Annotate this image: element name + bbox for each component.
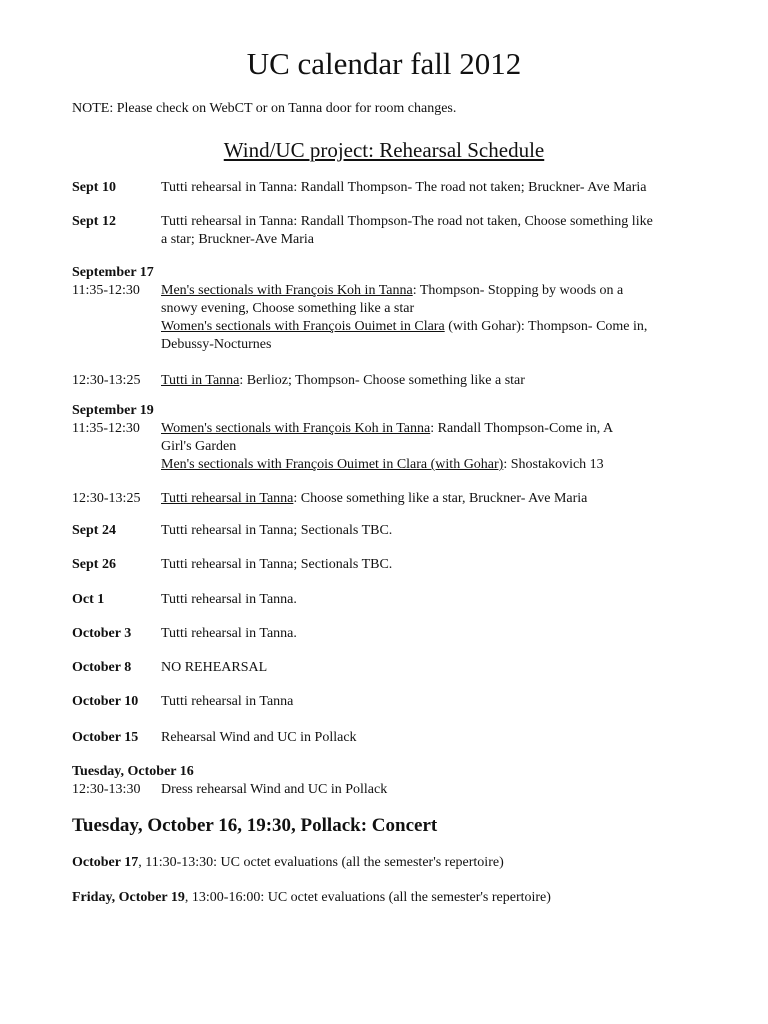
session-row xyxy=(72,282,712,354)
session-details xyxy=(161,282,712,354)
session-time: 11:35-12:30 xyxy=(72,283,140,298)
mens-sectionals-link: Men's sectionals with François Ouimet in Clara (with Gohar) xyxy=(161,457,504,472)
entry-date: Sept 10 xyxy=(72,180,116,195)
tutti-repertoire: : Choose something like a star, Bruckner- Ave Maria xyxy=(293,491,588,506)
concert-heading: Tuesday, October 16, 19:30, Pollack: Concert xyxy=(72,815,438,836)
evaluation-text: , 11:30-13:30: UC octet evaluations (all the semester's repertoire) xyxy=(138,855,504,870)
session-details xyxy=(161,490,712,508)
schedule-entry-sept-10 xyxy=(72,179,712,197)
schedule-entry-oct-8 xyxy=(72,659,712,677)
session-row xyxy=(72,490,712,508)
entry-text: Tutti rehearsal in Tanna: Randall Thompson-The road not taken, Choose something like a star; Bruckner-Ave Maria xyxy=(161,214,653,247)
entry-date: Sept 12 xyxy=(72,214,116,229)
schedule-entry-sept-12 xyxy=(72,213,712,249)
entry-heading: September 19 xyxy=(72,403,154,418)
schedule-entry-oct-16 xyxy=(72,763,712,799)
entry-date: Sept 24 xyxy=(72,523,116,538)
womens-sectionals-repertoire: : Randall Thompson-Come in, A Girl's Garden xyxy=(161,421,614,454)
mens-sectionals-link: Men's sectionals with François Koh in Tanna xyxy=(161,283,413,298)
schedule-entry-oct-1 xyxy=(72,591,712,609)
entry-date: October 3 xyxy=(72,626,132,641)
session-row xyxy=(72,781,712,799)
entry-text: Tutti rehearsal in Tanna; Sectionals TBC. xyxy=(161,523,393,538)
evaluation-entry xyxy=(72,854,504,872)
entry-text: NO REHEARSAL xyxy=(161,660,268,675)
schedule-entry-sept-26 xyxy=(72,556,712,574)
womens-sectionals-link: Women's sectionals with François Ouimet in Clara xyxy=(161,319,445,334)
session-time: 12:30-13:25 xyxy=(72,373,141,388)
tutti-link: Tutti rehearsal in Tanna xyxy=(161,491,294,506)
womens-sectionals-link: Women's sectionals with François Koh in Tanna xyxy=(161,421,431,436)
entry-heading: September 17 xyxy=(72,265,154,280)
entry-heading: Tuesday, October 16 xyxy=(72,764,194,779)
room-change-note: NOTE: Please check on WebCT or on Tanna door for room changes. xyxy=(72,101,457,116)
schedule-entry-sept-24 xyxy=(72,522,712,540)
womens-sectionals-repertoire: (with Gohar): Thompson- Come in, Debussy-Nocturnes xyxy=(161,319,648,352)
entry-text: Tutti rehearsal in Tanna. xyxy=(161,626,297,641)
session-row xyxy=(72,420,712,474)
session-time: 11:35-12:30 xyxy=(72,421,140,436)
entry-date: Sept 26 xyxy=(72,557,116,572)
entry-date: Oct 1 xyxy=(72,592,105,607)
entry-date: October 8 xyxy=(72,660,132,675)
entry-text: Rehearsal Wind and UC in Pollack xyxy=(161,730,357,745)
entry-text: Tutti rehearsal in Tanna xyxy=(161,694,294,709)
session-details xyxy=(161,372,712,390)
entry-text: Tutti rehearsal in Tanna; Sectionals TBC. xyxy=(161,557,393,572)
mens-sectionals-repertoire: : Thompson- Stopping by woods on a snowy evening, Choose something like a star xyxy=(161,283,624,316)
session-details: Dress rehearsal Wind and UC in Pollack xyxy=(161,782,388,797)
schedule-entry-oct-3 xyxy=(72,625,712,643)
session-time: 12:30-13:30 xyxy=(72,782,141,797)
evaluation-date: October 17 xyxy=(72,855,139,870)
evaluation-entry xyxy=(72,889,551,907)
schedule-entry-sept-19 xyxy=(72,402,712,508)
evaluation-text: , 13:00-16:00: UC octet evaluations (all the semester's repertoire) xyxy=(184,890,551,905)
page-title: UC calendar fall 2012 xyxy=(246,46,522,81)
entry-text: Tutti rehearsal in Tanna: Randall Thompson- The road not taken; Bruckner- Ave Maria xyxy=(161,180,647,195)
schedule-entry-oct-15 xyxy=(72,729,712,747)
mens-sectionals-repertoire: : Shostakovich 13 xyxy=(503,457,604,472)
tutti-repertoire: : Berlioz; Thompson- Choose something like a star xyxy=(239,373,525,388)
tutti-link: Tutti in Tanna xyxy=(161,373,240,388)
schedule-entry-sept-17 xyxy=(72,264,712,390)
entry-text: Tutti rehearsal in Tanna. xyxy=(161,592,297,607)
entry-date: October 15 xyxy=(72,730,139,745)
schedule-entry-oct-10 xyxy=(72,693,712,711)
entry-date: October 10 xyxy=(72,694,139,709)
session-time: 12:30-13:25 xyxy=(72,491,141,506)
session-row xyxy=(72,372,712,390)
evaluation-date: Friday, October 19 xyxy=(72,890,185,905)
section-subtitle: Wind/UC project: Rehearsal Schedule xyxy=(223,138,545,162)
session-details xyxy=(161,420,712,474)
